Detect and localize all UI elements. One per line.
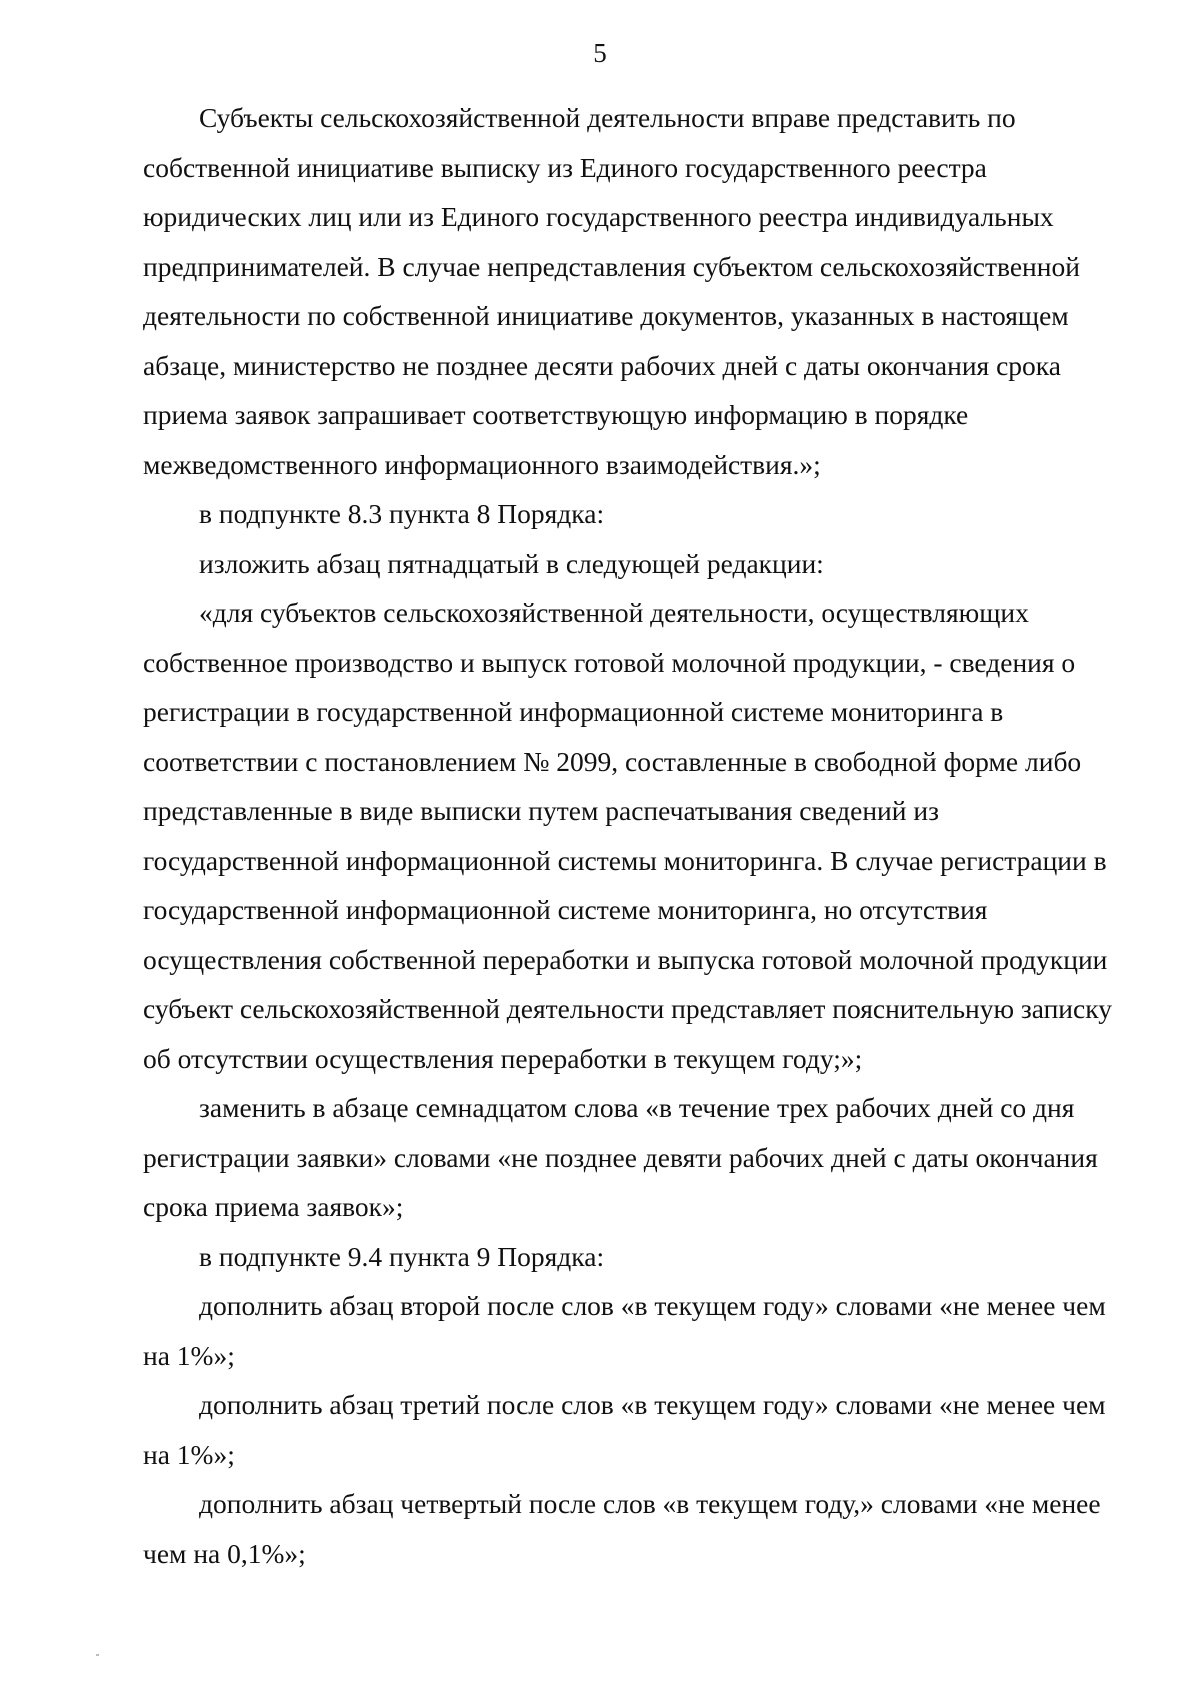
line: Субъекты сельскохозяйственной деятельности вправе представить по [199, 102, 1016, 133]
line: заменить в абзаце семнадцатом слова «в течение трех рабочих дней со дня [199, 1092, 1075, 1123]
line: молочной продукции субъект сельскохозяйственной деятельности представляет [143, 943, 1108, 1024]
paragraph-4 [143, 588, 1130, 1083]
line: отсутствия осуществления собственной переработки и выпуска готовой [143, 894, 988, 975]
line: дополнить абзац второй после слов «в текущем году» словами «не менее [199, 1290, 1056, 1321]
page-number: 5 [593, 38, 607, 68]
line: представленные в виде выписки путем распечатывания сведений из [143, 795, 939, 826]
line: собственное производство и выпуск готовой молочной продукции, - сведения о [143, 646, 1076, 678]
line: дополнить абзац четвертый после слов «в текущем году,» словами «не [199, 1488, 1025, 1519]
line: юридических лиц или из Единого государственного реестра индивидуальных [143, 201, 1054, 232]
line: чем на 1%»; [143, 1290, 1106, 1371]
line: изложить абзац пятнадцатый в следующей редакции: [199, 547, 824, 579]
line: чем на 1%»; [143, 1389, 1106, 1470]
paragraph-8 [143, 1380, 1130, 1479]
paragraph-3 [143, 539, 1130, 589]
line: абзаце, министерство не позднее десяти рабочих дней с даты окончания срока [143, 349, 1061, 381]
line: государственной информационной системы мониторинга. В случае [143, 844, 934, 876]
scan-artifact [96, 1654, 99, 1656]
line: соответствии с постановлением № 2099, составленные в свободной форме либо [143, 745, 1082, 777]
paragraph-9 [143, 1479, 1130, 1578]
line: регистрации в государственной информационной системе мониторинга, но [143, 844, 1107, 925]
line: собственной инициативе выписку из Единого государственного реестра [143, 151, 987, 183]
line: межведомственного информационного взаимодействия.»; [143, 448, 821, 480]
line: приема заявок запрашивает соответствующую информацию в порядке [143, 399, 969, 430]
line: регистрации в государственной информационной системе мониторинга в [143, 696, 1004, 727]
line: регистрации заявки» словами «не позднее девяти рабочих дней с даты [143, 1141, 969, 1173]
line: дополнить абзац третий после слов «в текущем году» словами «не менее [199, 1389, 1056, 1420]
line: окончания срока приема заявок»; [143, 1141, 1098, 1222]
paragraph-5 [143, 1083, 1130, 1232]
line: в подпункте 8.3 пункта 8 Порядка: [199, 498, 605, 529]
line: году;»; [782, 1042, 863, 1074]
line: в подпункте 9.4 пункта 9 Порядка: [199, 1240, 605, 1272]
paragraph-2 [143, 489, 1130, 539]
line: менее чем на 0,1%»; [143, 1488, 1101, 1569]
line: предпринимателей. В случае непредставления субъектом сельскохозяйственной [143, 250, 1080, 282]
line: пояснительную записку об отсутствии осуществления переработки в текущем [143, 993, 1112, 1074]
paragraph-6 [143, 1232, 1130, 1282]
line: деятельности по собственной инициативе документов, указанных в настоящем [143, 300, 1069, 331]
paragraph-1 [143, 93, 1130, 489]
line: «для субъектов сельскохозяйственной деятельности, осуществляющих [199, 597, 1029, 628]
document-body [143, 93, 1130, 1578]
paragraph-7 [143, 1281, 1130, 1380]
